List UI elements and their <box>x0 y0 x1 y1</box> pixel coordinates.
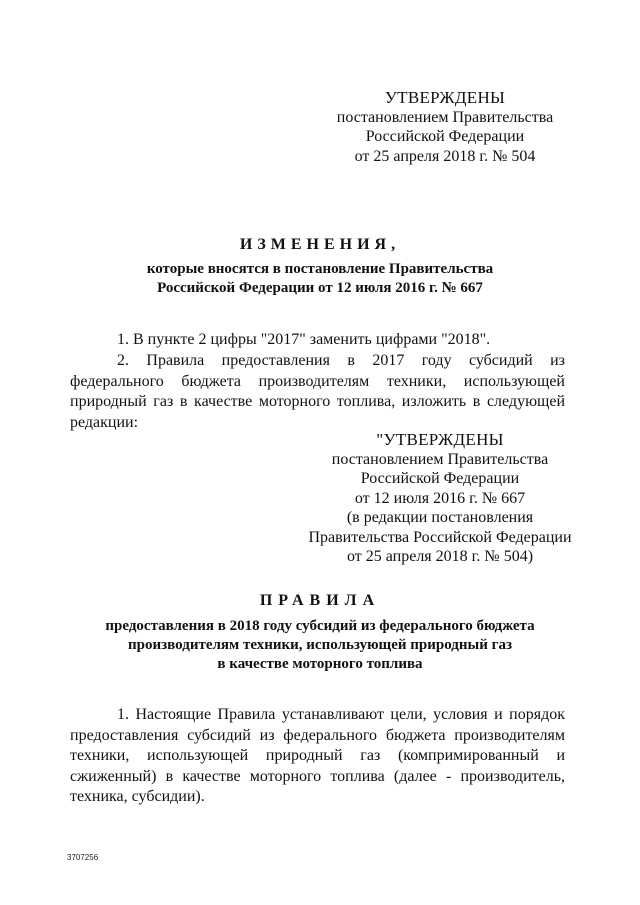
quoted-approval-line: от 25 апреля 2018 г. № 504) <box>346 548 534 565</box>
quoted-approval-stamp <box>295 430 585 567</box>
paragraph: 1. В пункте 2 цифры "2017" заменить цифрами "2018". <box>117 331 491 348</box>
document-code: 3707256 <box>67 853 99 862</box>
approval-line: постановлением Правительства <box>336 108 554 126</box>
rules-title: ПРАВИЛА <box>259 592 381 609</box>
changes-subtitle <box>60 260 580 298</box>
approval-heading: УТВЕРЖДЕНЫ <box>384 88 506 107</box>
quoted-approval-line: Российской Федерации <box>360 470 520 487</box>
changes-title: ИЗМЕНЕНИЯ, <box>239 236 401 253</box>
rules-subtitle-line: предоставления в 2018 году субсидий из федерального бюджета <box>105 618 535 634</box>
rules-subtitle <box>60 617 580 674</box>
quoted-approval-line: Правительства Российской Федерации <box>308 528 572 546</box>
quoted-approval-line: от 12 июля 2016 г. № 667 <box>354 489 526 507</box>
rules-paragraph: 1. Настоящие Правила устанавливают цели, условия и порядок предоставления субсидий из федерального бюджета производителям техники, использующей природный газ (компримированный и сжиженный) в качестве моторного топлива (далее - производитель, техника, субсидии). <box>70 706 565 805</box>
rules-subtitle-line: в качестве моторного топлива <box>217 656 423 672</box>
approval-date-line: от 25 апреля 2018 г. № 504 <box>354 147 536 165</box>
approval-line: Российской Федерации <box>365 128 525 145</box>
rules-subtitle-line: производителям техники, использующей природный газ <box>128 637 512 653</box>
paragraph: 2. Правила предоставления в 2017 году субсидий из федерального бюджета производителям техники, использующей природный газ в качестве моторного топлива, изложить в следующей редакции: <box>70 352 565 431</box>
quoted-approval-line: постановлением Правительства <box>331 450 549 468</box>
changes-subtitle-line: которые вносятся в постановление Правительства <box>146 261 494 277</box>
changes-subtitle-line: Российской Федерации от 12 июля 2016 г. № 667 <box>157 280 483 296</box>
quoted-approval-heading: "УТВЕРЖДЕНЫ <box>376 430 504 449</box>
quoted-approval-line: (в редакции постановления <box>346 509 534 526</box>
approval-stamp <box>320 88 570 166</box>
